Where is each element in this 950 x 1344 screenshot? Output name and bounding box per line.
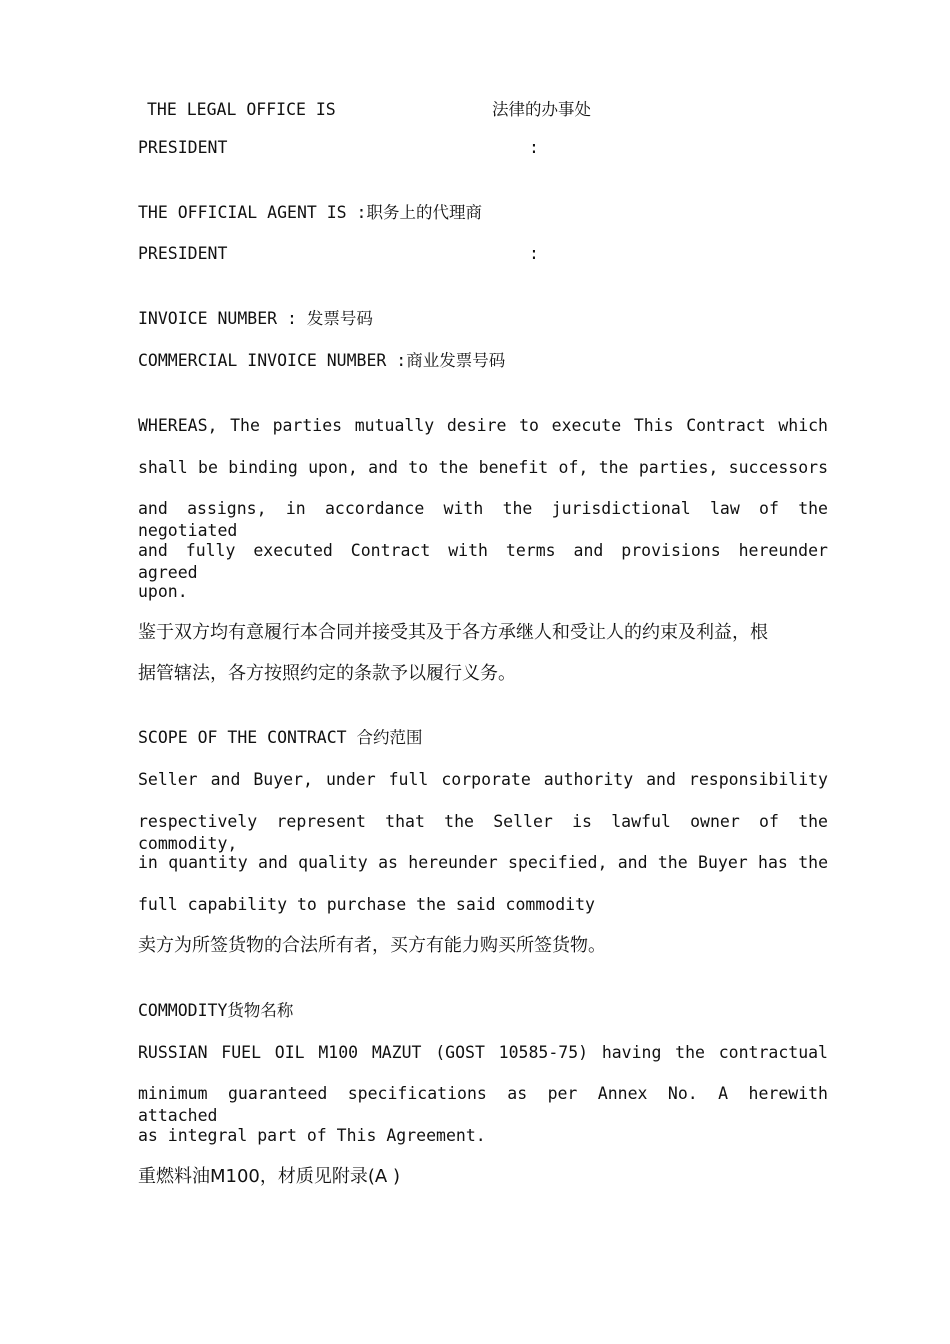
scope-zh-line: 卖方为所签货物的合法所有者，买方有能力购买所签货物。 (138, 935, 606, 956)
whereas-line: upon. (138, 582, 188, 601)
scope-line: respectively represent that the Seller is lawful owner of the commodity, (138, 812, 828, 853)
invoice-number-label: INVOICE NUMBER : 发票号码 (138, 309, 373, 328)
president-label-2: PRESIDENT (138, 244, 228, 263)
scope-line: Seller and Buyer, under full corporate authority and responsibility (138, 770, 828, 789)
commercial-invoice-number-label: COMMERCIAL INVOICE NUMBER :商业发票号码 (138, 351, 506, 370)
whereas-zh-line: 鉴于双方均有意履行本合同并接受其及于各方承继人和受让人的约束及利益，根 (138, 622, 768, 643)
legal-office-zh-label: 法律的办事处 (492, 100, 591, 119)
commodity-heading: COMMODITY货物名称 (138, 1001, 294, 1020)
president-colon-2: : (529, 244, 539, 263)
whereas-line: and assigns, in accordance with the jurisdictional law of the negotiated (138, 499, 828, 540)
whereas-zh-line: 据管辖法，各方按照约定的条款予以履行义务。 (138, 663, 516, 684)
president-colon-1: : (529, 138, 539, 157)
commodity-line: RUSSIAN FUEL OIL M100 MAZUT (GOST 10585-75) having the contractual (138, 1043, 828, 1062)
scope-line: full capability to purchase the said commodity (138, 895, 595, 914)
whereas-line: shall be binding upon, and to the benefit of, the parties, successors (138, 458, 828, 477)
whereas-line: WHEREAS, The parties mutually desire to execute This Contract which (138, 416, 828, 435)
scope-heading: SCOPE OF THE CONTRACT 合约范围 (138, 728, 423, 747)
president-label-1: PRESIDENT (138, 138, 228, 157)
commodity-zh-line: 重燃料油M100，材质见附录(A ) (138, 1166, 400, 1187)
legal-office-label: THE LEGAL OFFICE IS (147, 100, 336, 119)
scope-line: in quantity and quality as hereunder specified, and the Buyer has the (138, 853, 828, 872)
commodity-line: as integral part of This Agreement. (138, 1126, 486, 1145)
official-agent-label: THE OFFICIAL AGENT IS :职务上的代理商 (138, 203, 482, 222)
commodity-line: minimum guaranteed specifications as per Annex No. A herewith attached (138, 1084, 828, 1125)
whereas-line: and fully executed Contract with terms and provisions hereunder agreed (138, 541, 828, 582)
